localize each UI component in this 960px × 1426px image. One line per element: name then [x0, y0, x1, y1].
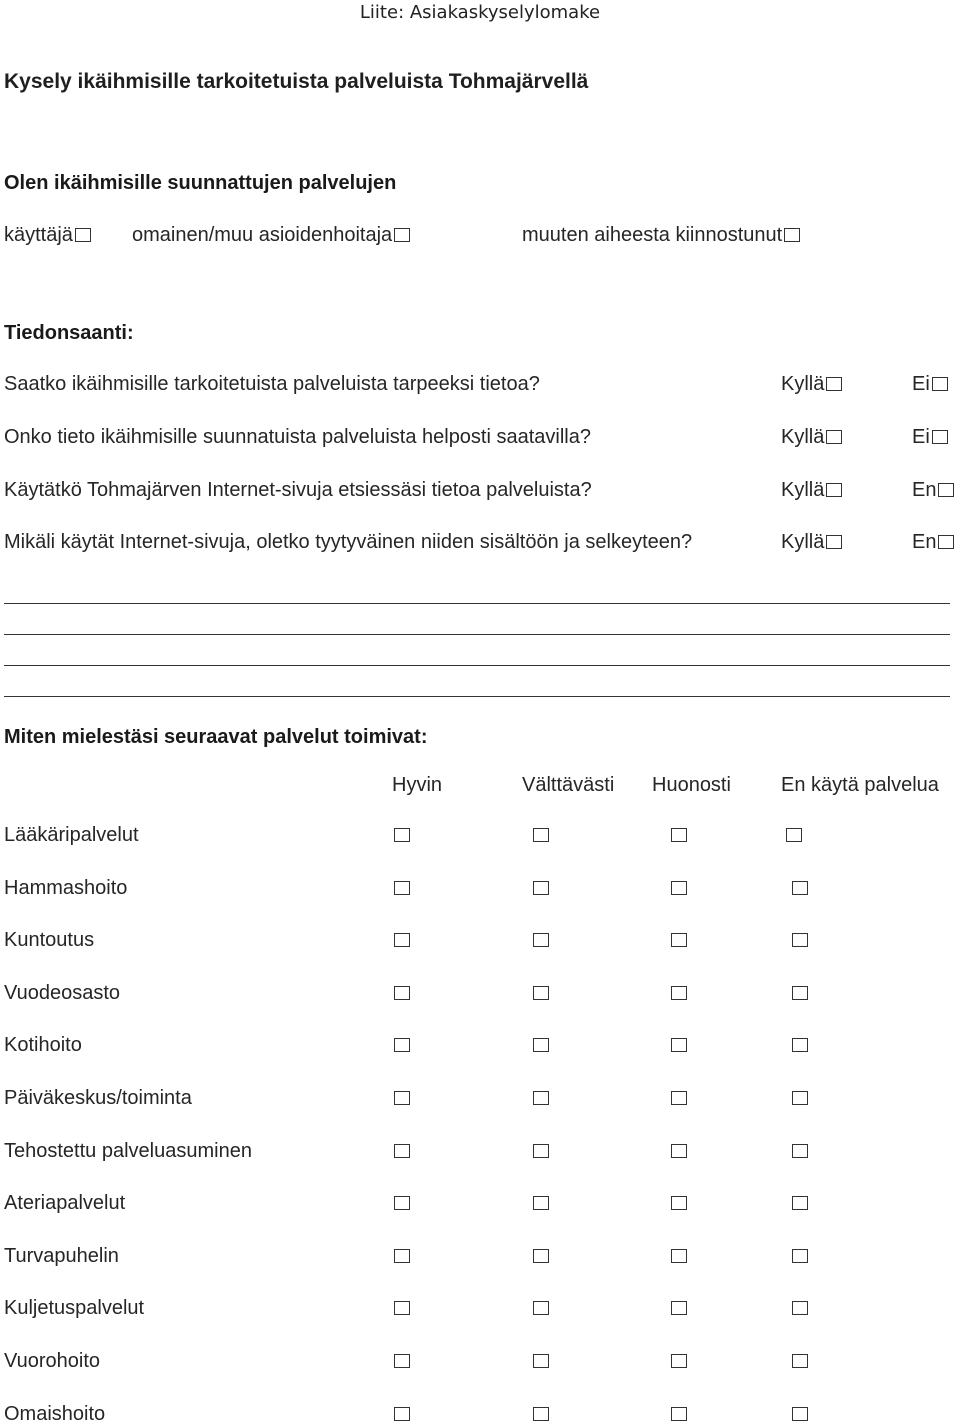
rating-checkbox[interactable]: [671, 1144, 687, 1158]
answer-no-checkbox[interactable]: [938, 483, 954, 497]
rating-checkbox[interactable]: [394, 933, 410, 947]
info-section-heading: Tiedonsaanti:: [4, 322, 134, 344]
question-text: Mikäli käytät Internet-sivuja, oletko tyytyväinen niiden sisältöön ja selkeyteen?: [4, 531, 693, 553]
answer-yes[interactable]: [781, 531, 842, 554]
rating-checkbox[interactable]: [394, 881, 410, 895]
option-interested-checkbox[interactable]: [784, 228, 800, 242]
answer-yes-checkbox[interactable]: [826, 377, 842, 391]
column-header-poor: Huonosti: [652, 774, 731, 796]
answer-yes[interactable]: [781, 373, 842, 396]
rating-checkbox[interactable]: [394, 828, 410, 842]
question-text: Saatko ikäihmisille tarkoitetuista palveluista tarpeeksi tietoa?: [4, 373, 540, 395]
rating-checkbox[interactable]: [792, 1144, 808, 1158]
rating-checkbox[interactable]: [671, 1038, 687, 1052]
answer-no-checkbox[interactable]: [932, 430, 948, 444]
option-user[interactable]: [4, 224, 91, 247]
service-label: Päiväkeskus/toiminta: [4, 1087, 192, 1109]
answer-yes[interactable]: [781, 479, 842, 502]
answer-no[interactable]: [912, 426, 948, 449]
rating-checkbox[interactable]: [394, 1249, 410, 1263]
rating-checkbox[interactable]: [394, 1407, 410, 1421]
option-user-label: käyttäjä: [4, 224, 73, 246]
answer-yes-checkbox[interactable]: [826, 483, 842, 497]
answer-line[interactable]: [4, 665, 950, 666]
page-title: Kysely ikäihmisille tarkoitetuista palveluista Tohmajärvellä: [4, 70, 589, 93]
rating-checkbox[interactable]: [792, 1407, 808, 1421]
rating-checkbox[interactable]: [394, 1038, 410, 1052]
rating-checkbox[interactable]: [671, 881, 687, 895]
rating-checkbox[interactable]: [533, 1196, 549, 1210]
rating-section-heading: Miten mielestäsi seuraavat palvelut toimivat:: [4, 726, 428, 748]
option-user-checkbox[interactable]: [75, 228, 91, 242]
answer-yes-checkbox[interactable]: [826, 430, 842, 444]
rating-checkbox[interactable]: [792, 1354, 808, 1368]
rating-checkbox[interactable]: [394, 986, 410, 1000]
rating-checkbox[interactable]: [533, 986, 549, 1000]
rating-checkbox[interactable]: [671, 1407, 687, 1421]
service-label: Vuodeosasto: [4, 981, 121, 1004]
rating-checkbox[interactable]: [533, 1407, 549, 1421]
rating-checkbox[interactable]: [671, 1091, 687, 1105]
answer-yes-label: Kyllä: [781, 373, 825, 395]
rating-checkbox[interactable]: [394, 1144, 410, 1158]
option-interested[interactable]: [522, 224, 800, 247]
service-label: Kuljetuspalvelut: [4, 1297, 145, 1320]
rating-checkbox[interactable]: [533, 933, 549, 947]
question-text: Onko tieto ikäihmisille suunnatuista palveluista helposti saatavilla?: [4, 426, 591, 448]
column-header-not-used: En käytä palvelua: [781, 774, 939, 796]
answer-no-checkbox[interactable]: [932, 377, 948, 391]
rating-checkbox[interactable]: [792, 1196, 808, 1210]
rating-checkbox[interactable]: [394, 1196, 410, 1210]
service-label: Vuorohoito: [4, 1350, 100, 1372]
rating-checkbox[interactable]: [792, 1301, 808, 1315]
answer-line[interactable]: [4, 696, 950, 697]
rating-checkbox[interactable]: [533, 1301, 549, 1315]
service-label: Kotihoito: [4, 1034, 82, 1057]
rating-checkbox[interactable]: [394, 1301, 410, 1315]
rating-checkbox[interactable]: [533, 1038, 549, 1052]
rating-checkbox[interactable]: [671, 933, 687, 947]
answer-yes-checkbox[interactable]: [826, 535, 842, 549]
service-label: Kuntoutus: [4, 929, 95, 952]
service-label: Lääkäripalvelut: [4, 824, 139, 846]
question-text: Käytätkö Tohmajärven Internet-sivuja etsiessäsi tietoa palveluista?: [4, 479, 592, 501]
answer-no-label: En: [912, 479, 937, 501]
answer-no[interactable]: [912, 479, 954, 502]
rating-checkbox[interactable]: [533, 828, 549, 842]
rating-checkbox[interactable]: [533, 881, 549, 895]
service-label: Ateriapalvelut: [4, 1192, 126, 1215]
answer-yes-label: Kyllä: [781, 531, 825, 553]
answer-no[interactable]: [912, 531, 954, 554]
rating-checkbox[interactable]: [792, 933, 808, 947]
answer-no-label: Ei: [912, 373, 930, 395]
rating-checkbox[interactable]: [671, 986, 687, 1000]
service-label: Hammashoito: [4, 876, 128, 899]
answer-yes[interactable]: [781, 426, 842, 449]
rating-checkbox[interactable]: [671, 1196, 687, 1210]
answer-yes-label: Kyllä: [781, 426, 825, 448]
rating-checkbox[interactable]: [671, 828, 687, 842]
answer-no-label: En: [912, 531, 937, 553]
column-header-fair: Välttävästi: [522, 774, 615, 796]
rating-checkbox[interactable]: [792, 1249, 808, 1263]
rating-checkbox[interactable]: [786, 828, 802, 842]
option-relative-checkbox[interactable]: [394, 228, 410, 242]
rating-checkbox[interactable]: [533, 1091, 549, 1105]
column-header-good: Hyvin: [392, 774, 443, 796]
rating-checkbox[interactable]: [792, 986, 808, 1000]
option-relative-label: omainen/muu asioidenhoitaja: [132, 224, 393, 246]
answer-line[interactable]: [4, 634, 950, 635]
service-label: Tehostettu palveluasuminen: [4, 1139, 252, 1162]
service-label: Turvapuhelin: [4, 1244, 119, 1267]
rating-checkbox[interactable]: [671, 1249, 687, 1263]
rating-checkbox[interactable]: [671, 1354, 687, 1368]
rating-checkbox[interactable]: [533, 1249, 549, 1263]
rating-checkbox[interactable]: [792, 1091, 808, 1105]
answer-no[interactable]: [912, 373, 948, 396]
answer-yes-label: Kyllä: [781, 479, 825, 501]
rating-checkbox[interactable]: [533, 1354, 549, 1368]
rating-checkbox[interactable]: [792, 1038, 808, 1052]
answer-no-label: Ei: [912, 426, 930, 448]
option-interested-label: muuten aiheesta kiinnostunut: [522, 224, 783, 246]
page-header: Liite: Asiakaskyselylomake: [359, 2, 601, 23]
answer-line[interactable]: [4, 603, 950, 604]
rating-checkbox[interactable]: [394, 1091, 410, 1105]
rating-checkbox[interactable]: [533, 1144, 549, 1158]
user-section-heading: Olen ikäihmisille suunnattujen palvelujen: [4, 172, 397, 194]
rating-checkbox[interactable]: [792, 881, 808, 895]
service-label: Omaishoito: [4, 1402, 106, 1425]
rating-checkbox[interactable]: [394, 1354, 410, 1368]
answer-no-checkbox[interactable]: [938, 535, 954, 549]
rating-checkbox[interactable]: [671, 1301, 687, 1315]
option-relative[interactable]: [132, 224, 410, 247]
